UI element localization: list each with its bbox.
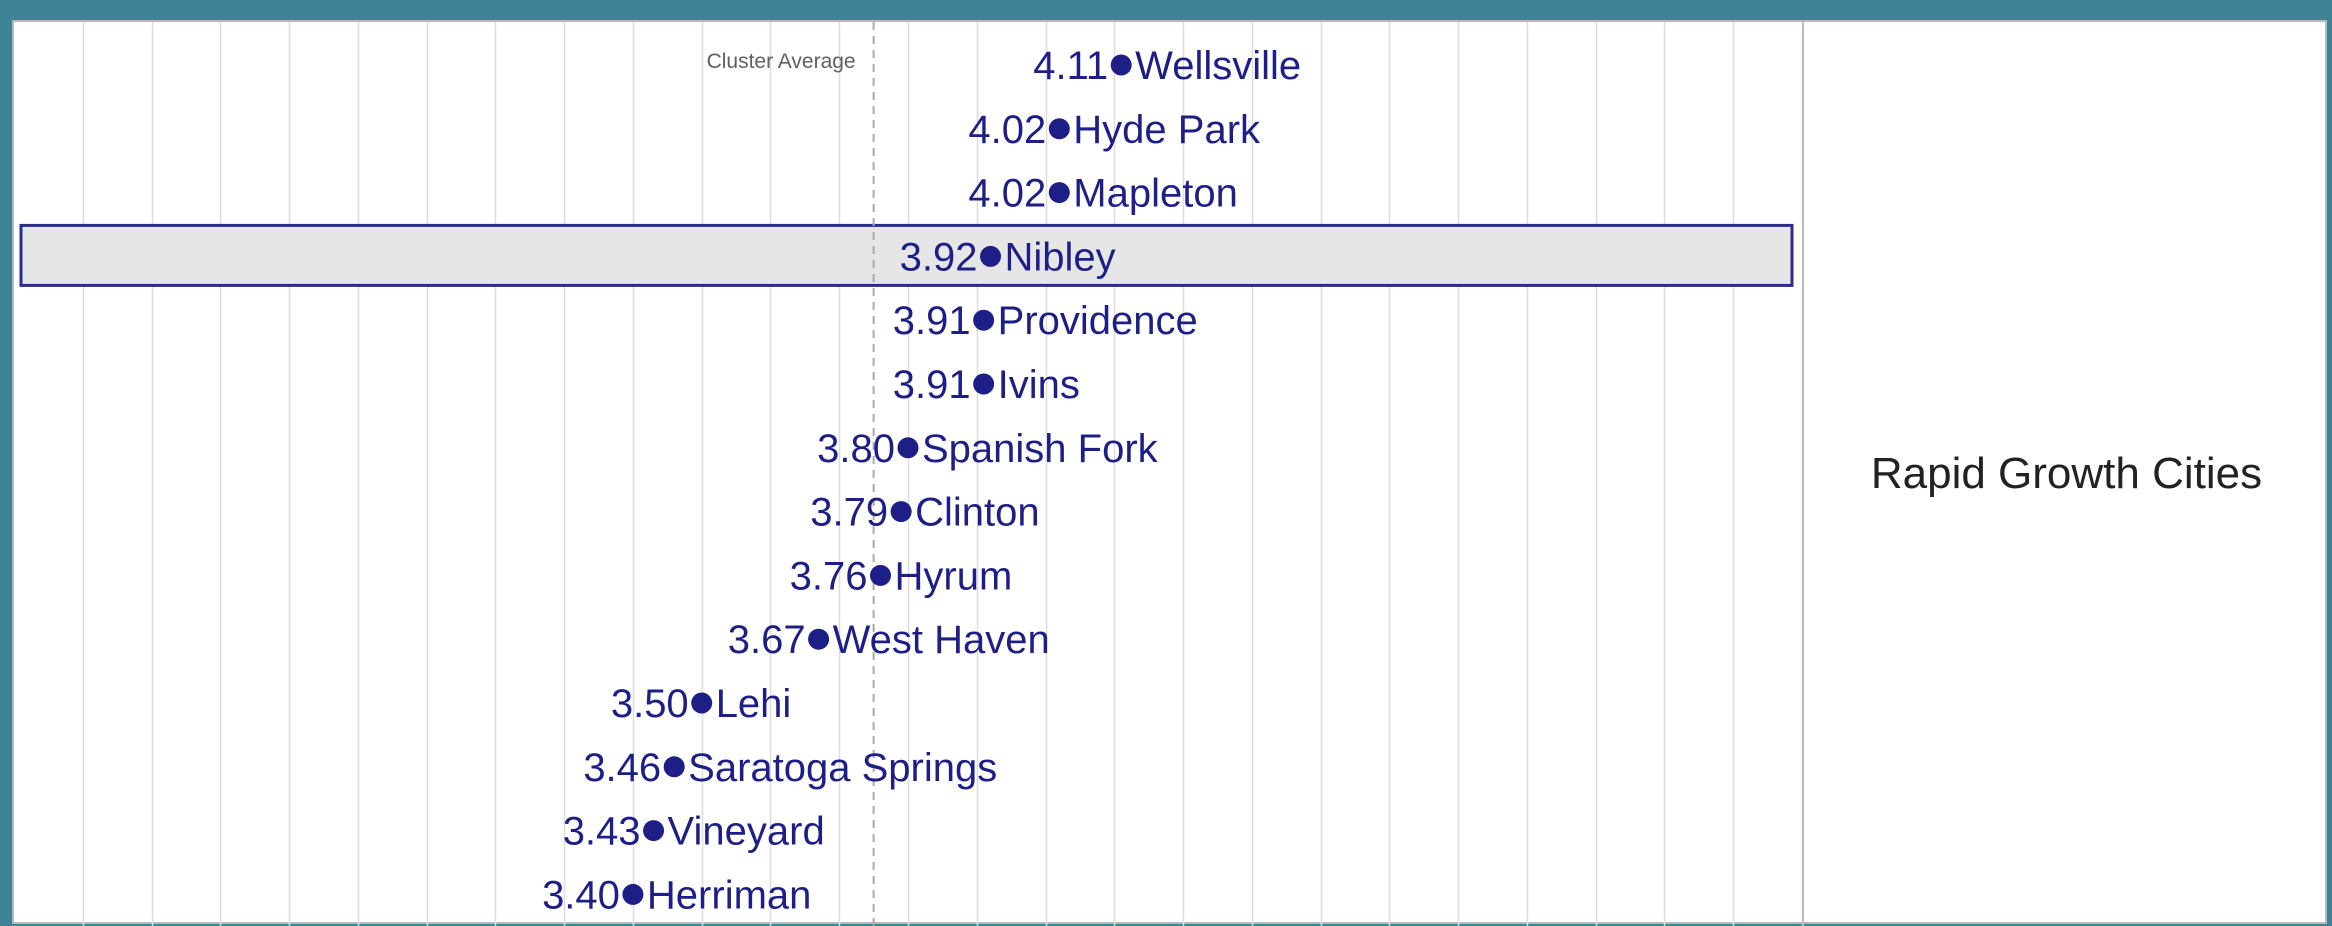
city-label: Mapleton xyxy=(1073,171,1238,216)
data-point xyxy=(1111,55,1132,76)
points-layer xyxy=(542,44,1301,917)
cluster-average-label: Cluster Average xyxy=(706,50,856,73)
city-label: Lehi xyxy=(715,682,792,726)
data-point xyxy=(898,437,919,458)
city-label: Saratoga Springs xyxy=(688,745,998,790)
value-label: 3.40 xyxy=(542,873,620,918)
city-label: Nibley xyxy=(1004,235,1116,280)
value-label: 3.92 xyxy=(899,235,978,280)
data-point-row xyxy=(542,873,811,917)
city-label: Ivins xyxy=(997,363,1080,407)
data-point-row xyxy=(583,746,997,790)
data-point xyxy=(870,565,891,586)
panel-label: Rapid Growth Cities xyxy=(1870,449,2263,498)
city-label: West Haven xyxy=(832,618,1050,663)
data-point-row xyxy=(968,172,1237,216)
city-label: Herriman xyxy=(646,873,812,918)
data-point xyxy=(691,693,712,714)
data-point xyxy=(891,501,912,522)
cluster-average-layer xyxy=(707,22,874,926)
data-point xyxy=(664,756,685,777)
data-point-row xyxy=(728,618,1050,662)
data-point xyxy=(973,374,994,395)
value-label: 3.43 xyxy=(562,809,641,854)
gridlines xyxy=(84,22,1803,926)
value-label: 4.02 xyxy=(968,171,1047,216)
data-point-row xyxy=(900,235,1116,279)
value-label: 3.91 xyxy=(892,363,971,407)
city-label: Wellsville xyxy=(1135,44,1302,88)
value-label: 3.91 xyxy=(892,299,971,344)
city-label: Vineyard xyxy=(667,809,825,854)
data-point-row xyxy=(790,554,1013,598)
data-point-row xyxy=(810,491,1039,535)
data-point xyxy=(643,820,664,841)
value-label: 3.50 xyxy=(610,682,689,726)
data-point xyxy=(1049,182,1070,203)
data-point xyxy=(973,310,994,331)
data-point-row xyxy=(893,299,1198,343)
dot-plot xyxy=(14,22,1804,926)
value-label: 4.11 xyxy=(1033,44,1109,88)
value-label: 3.46 xyxy=(583,745,662,790)
data-point xyxy=(980,246,1001,267)
data-point-row xyxy=(563,810,825,854)
data-point-row xyxy=(968,108,1261,152)
data-point-row xyxy=(611,682,791,726)
data-point xyxy=(808,629,829,650)
value-label: 3.76 xyxy=(789,554,868,599)
value-label: 4.02 xyxy=(968,107,1047,152)
city-label: Hyrum xyxy=(894,554,1013,599)
city-label: Clinton xyxy=(915,490,1040,535)
value-label: 3.80 xyxy=(817,426,895,471)
value-label: 3.67 xyxy=(727,618,806,663)
data-point xyxy=(1049,118,1070,139)
data-point-row xyxy=(817,427,1159,471)
data-point-row xyxy=(893,363,1080,407)
city-label: Providence xyxy=(997,299,1198,344)
city-label: Spanish Fork xyxy=(922,426,1158,471)
city-label: Hyde Park xyxy=(1073,107,1261,152)
data-point-row xyxy=(1033,44,1301,88)
value-label: 3.79 xyxy=(810,490,889,535)
data-point xyxy=(622,884,643,905)
chart-frame xyxy=(12,20,2327,924)
